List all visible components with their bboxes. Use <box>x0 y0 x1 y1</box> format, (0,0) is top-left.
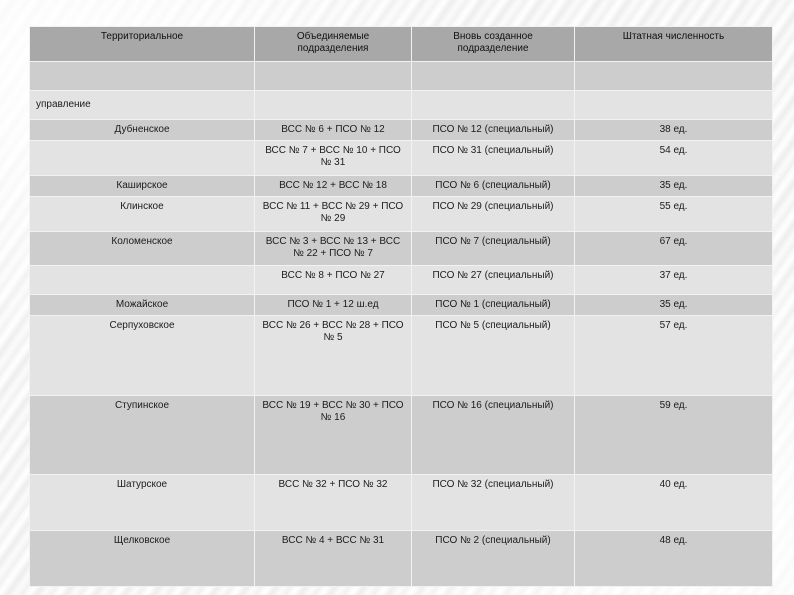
table-row <box>30 475 773 531</box>
cell-new-unit: ПСО № 5 (специальный) <box>412 316 575 396</box>
cell-staff-count: 57 ед. <box>575 316 773 396</box>
cell-territory: Серпуховское <box>30 316 255 396</box>
cell-territory: Щелковское <box>30 531 255 587</box>
cell-new-unit: ПСО № 7 (специальный) <box>412 232 575 266</box>
cell-staff-count: 55 ед. <box>575 197 773 232</box>
table-row <box>30 396 773 475</box>
cell-staff-count: 35 ед. <box>575 176 773 197</box>
cell-territory: Шатурское <box>30 475 255 531</box>
cell-territory: Ступинское <box>30 396 255 475</box>
table-blank-row <box>30 62 773 91</box>
cell-staff-count: 35 ед. <box>575 295 773 316</box>
cell-staff-count: 37 ед. <box>575 266 773 295</box>
cell-merged-units: ВСС № 6 + ПСО № 12 <box>255 120 412 141</box>
cell-new-unit: ПСО № 32 (специальный) <box>412 475 575 531</box>
cell-territory: Коломенское <box>30 232 255 266</box>
table-subheader-row <box>30 91 773 120</box>
cell-merged-units: ВСС № 8 + ПСО № 27 <box>255 266 412 295</box>
cell-new-unit: ПСО № 27 (специальный) <box>412 266 575 295</box>
table-row <box>30 295 773 316</box>
cell-territory: Клинское <box>30 197 255 232</box>
table-row <box>30 120 773 141</box>
cell-territory: Дубненское <box>30 120 255 141</box>
table-row <box>30 176 773 197</box>
cell-staff-count: 48 ед. <box>575 531 773 587</box>
header-cell-staff-count: Штатная численность <box>575 27 773 62</box>
cell-staff-count: 54 ед. <box>575 141 773 176</box>
cell-merged-units: ВСС № 4 + ВСС № 31 <box>255 531 412 587</box>
cell-new-unit: ПСО № 16 (специальный) <box>412 396 575 475</box>
cell-staff-count: 59 ед. <box>575 396 773 475</box>
cell-staff-count: 67 ед. <box>575 232 773 266</box>
table-row <box>30 141 773 176</box>
header-cell-new-unit: Вновь созданное подразделение <box>412 27 575 62</box>
cell-merged-units: ВСС № 11 + ВСС № 29 + ПСО № 29 <box>255 197 412 232</box>
cell-new-unit: ПСО № 1 (специальный) <box>412 295 575 316</box>
cell-new-unit: ПСО № 12 (специальный) <box>412 120 575 141</box>
cell-merged-units: ВСС № 7 + ВСС № 10 + ПСО № 31 <box>255 141 412 176</box>
cell-new-unit: ПСО № 2 (специальный) <box>412 531 575 587</box>
table-row <box>30 232 773 266</box>
table-header-row <box>30 27 773 62</box>
table-row <box>30 531 773 587</box>
cell-territory: Можайское <box>30 295 255 316</box>
cell-territory <box>30 266 255 295</box>
header-cell-merged-units: Объединяемые подразделения <box>255 27 412 62</box>
table-row <box>30 316 773 396</box>
table-row <box>30 266 773 295</box>
cell-territory: Каширское <box>30 176 255 197</box>
cell-merged-units: ПСО № 1 + 12 ш.ед <box>255 295 412 316</box>
cell-merged-units: ВСС № 19 + ВСС № 30 + ПСО № 16 <box>255 396 412 475</box>
cell-staff-count: 38 ед. <box>575 120 773 141</box>
staffing-table <box>29 26 773 587</box>
cell-new-unit: ПСО № 31 (специальный) <box>412 141 575 176</box>
subheader-cell-management: управление <box>30 91 255 120</box>
cell-merged-units: ВСС № 32 + ПСО № 32 <box>255 475 412 531</box>
cell-merged-units: ВСС № 26 + ВСС № 28 + ПСО № 5 <box>255 316 412 396</box>
cell-merged-units: ВСС № 3 + ВСС № 13 + ВСС № 22 + ПСО № 7 <box>255 232 412 266</box>
cell-new-unit: ПСО № 6 (специальный) <box>412 176 575 197</box>
table-row <box>30 197 773 232</box>
cell-merged-units: ВСС № 12 + ВСС № 18 <box>255 176 412 197</box>
header-cell-territorial: Территориальное <box>30 27 255 62</box>
cell-staff-count: 40 ед. <box>575 475 773 531</box>
cell-new-unit: ПСО № 29 (специальный) <box>412 197 575 232</box>
cell-territory <box>30 141 255 176</box>
